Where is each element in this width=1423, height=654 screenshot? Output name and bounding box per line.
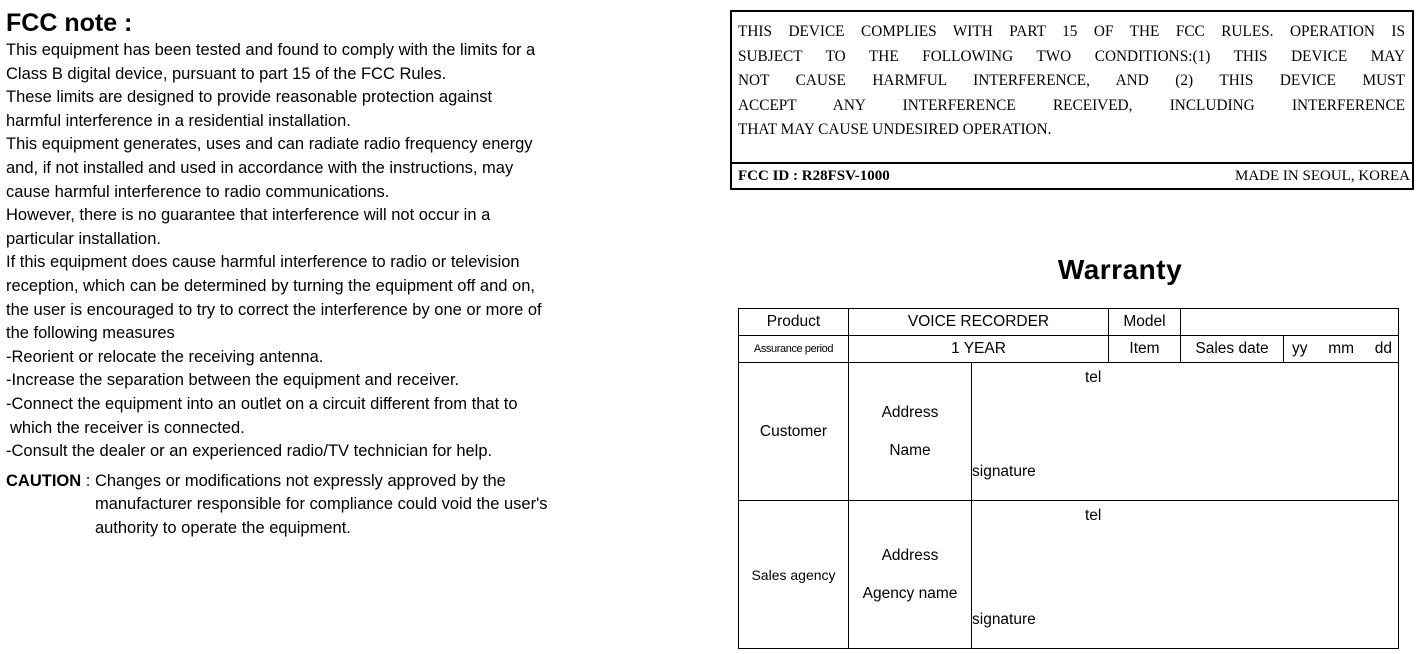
customer-details-cell	[972, 363, 1399, 501]
caution-separator: :	[81, 471, 95, 490]
product-value: VOICE RECORDER	[849, 309, 1109, 336]
caution-label: CAUTION	[6, 471, 82, 490]
customer-tel-label: tel	[1085, 369, 1102, 386]
warranty-table	[738, 308, 1399, 649]
table-row	[739, 309, 1399, 336]
agency-details-cell	[972, 501, 1399, 649]
month-label: mm	[1328, 340, 1355, 357]
fcc-note-line: cause harmful interference to radio communications.	[6, 182, 390, 201]
fcc-note-line: Class B digital device, pursuant to part 15 of the FCC Rules.	[6, 64, 447, 83]
compliance-line: ACCEPT ANY INTERFERENCE RECEIVED, INCLUDING INTERFERENCE	[738, 96, 1405, 114]
fcc-note-title: FCC note :	[6, 9, 133, 37]
fcc-note-measure: -Reorient or relocate the receiving antenna.	[6, 347, 324, 366]
fcc-note-line: If this equipment does cause harmful interference to radio or television	[6, 253, 520, 272]
fcc-note-line: particular installation.	[6, 229, 161, 248]
compliance-statement	[732, 12, 1412, 143]
caution-line: manufacturer responsible for compliance could void the user's	[94, 495, 548, 514]
assurance-period-value: 1 YEAR	[849, 336, 1109, 363]
sales-date-value	[1284, 336, 1399, 363]
year-label: yy	[1292, 340, 1308, 357]
model-label: Model	[1109, 309, 1181, 336]
fcc-note-line: This equipment generates, uses and can radiate radio frequency energy	[6, 135, 533, 154]
fcc-note-line: the following measures	[6, 324, 175, 343]
compliance-line: THIS DEVICE COMPLIES WITH PART 15 OF THE FCC RULES. OPERATION IS	[738, 23, 1405, 40]
agency-address-label: Address	[881, 546, 939, 564]
compliance-footer	[732, 162, 1412, 188]
compliance-line: THAT MAY CAUSE UNDESIRED OPERATION.	[738, 121, 1052, 139]
customer-label: Customer	[739, 363, 849, 501]
fcc-note-line: reception, which can be determined by turning the equipment off and on,	[6, 276, 535, 295]
fcc-note-measure: -Consult the dealer or an experienced radio/TV technician for help.	[6, 442, 493, 461]
table-row	[739, 363, 1399, 501]
fcc-note-line: These limits are designed to provide reasonable protection against	[6, 88, 493, 107]
compliance-line: SUBJECT TO THE FOLLOWING TWO CONDITIONS:(1) THIS DEVICE MAY	[738, 47, 1405, 65]
made-in-label: MADE IN SEOUL, KOREA	[1235, 167, 1410, 184]
customer-name-label: Name	[889, 441, 931, 459]
caution-line: Changes or modifications not expressly approved by the	[94, 471, 506, 490]
caution-block	[6, 470, 696, 541]
table-row	[739, 336, 1399, 363]
sales-date-label: Sales date	[1181, 336, 1284, 363]
table-row	[739, 501, 1399, 649]
day-label: dd	[1374, 340, 1392, 357]
assurance-period-label: Assurance period	[739, 336, 849, 363]
agency-fields-labels	[849, 501, 972, 649]
caution-line: authority to operate the equipment.	[94, 518, 351, 537]
compliance-line: NOT CAUSE HARMFUL INTERFERENCE, AND (2) THIS DEVICE MUST	[738, 72, 1405, 90]
customer-fields-labels	[849, 363, 972, 501]
warranty-title: Warranty	[1057, 254, 1183, 285]
fcc-note-line: This equipment has been tested and found to comply with the limits for a	[6, 41, 536, 59]
customer-signature-label: signature	[972, 463, 1036, 480]
product-label: Product	[739, 309, 849, 336]
agency-tel-label: tel	[1085, 507, 1102, 524]
fcc-note-line: harmful interference in a residential installation.	[6, 111, 351, 130]
model-value	[1181, 309, 1399, 336]
fcc-note-line: However, there is no guarantee that interference will not occur in a	[6, 206, 491, 225]
fcc-id: FCC ID : R28FSV-1000	[738, 167, 890, 184]
item-label: Item	[1109, 336, 1181, 363]
fcc-note-measure: -Increase the separation between the equipment and receiver.	[6, 371, 460, 390]
caution-text	[95, 470, 548, 541]
fcc-note-line: the user is encouraged to try to correct the interference by one or more of	[6, 300, 542, 319]
fcc-note-line: and, if not installed and used in accordance with the instructions, may	[6, 158, 514, 177]
fcc-note-measure: which the receiver is connected.	[10, 418, 245, 437]
fcc-note-measure: -Connect the equipment into an outlet on a circuit different from that to	[6, 394, 518, 413]
fcc-compliance-box	[730, 10, 1414, 190]
fcc-note-section	[6, 8, 696, 540]
agency-name-label: Agency name	[862, 584, 958, 602]
agency-signature-label: signature	[972, 611, 1036, 628]
customer-address-label: Address	[881, 403, 939, 421]
sales-agency-label: Sales agency	[739, 501, 849, 649]
